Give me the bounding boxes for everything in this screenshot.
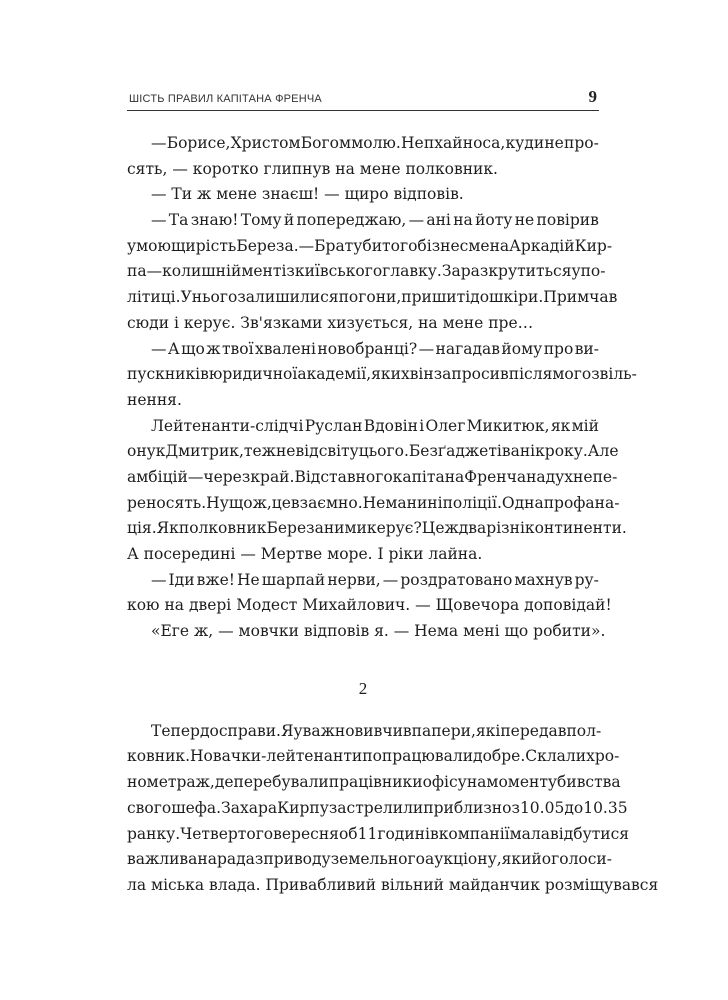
paragraph [127,719,659,899]
text-line: літиці. У нього залишилися погони, пришиті до шкіри. Примчав [127,288,618,307]
text-line: Лейтенанти-слідчі Руслан Вдовін і Олег Микитюк, як мій [151,416,599,435]
text-line: — Ти ж мене знаєш! — щиро відповів. [151,185,464,204]
paragraph [127,568,612,619]
text-line: амбіцій — через край. Відставного капітана Френча на дух не пе- [127,467,618,486]
text-line: реносять. Ну що ж, це взаємно. Нема нині поліції. Одна профана- [127,493,620,512]
page-body [127,131,659,899]
text-line: — Та знаю! Тому й попереджаю, — ані на йоту не повірив [151,211,599,230]
text-line: ранку. Четвертого вересня об 11 годині в компанії мала відбутися [127,824,630,843]
paragraph [127,414,627,568]
page-number: 9 [588,87,597,106]
section-number: 2 [358,678,368,698]
text-line: ція. Як полковник Береза ними керує? Це ж два різні континенти. [127,519,627,538]
paragraph [127,131,599,182]
text-line: онук Дмитрик, теж не від світу цього. Без ґаджетів ані кроку. Але [127,442,619,461]
paragraph [127,337,637,414]
text-line: сять, — коротко глипнув на мене полковник. [127,159,498,178]
text-line: Тепер до справи. Я уважно вивчив папери, які передав пол- [151,721,602,740]
text-line: А посередині — Мертве море. І ріки лайна. [127,545,483,563]
text-line: «Еге ж, — мовчки відповів я. — Нема мені що робити». [151,622,606,641]
paragraph [127,208,618,336]
text-block-after [127,719,659,899]
text-line: кою на двері Модест Михайлович. — Щовечора доповідай! [127,596,612,615]
text-line: важлива нарада з приводу земельного аукціону, який оголоси- [127,850,612,869]
page-header [127,84,599,111]
text-line: свого шефа. Захара Кирпу застрелили приблизно з 10.05 до 10.35 [127,798,628,817]
text-line: — А що ж твої хвалені новобранці? — нагадав йому про ви- [151,339,599,358]
text-line: пускників юридичної академії, яких він запросив після мого звіль- [127,365,637,384]
text-line: нометраж, де перебували працівники офісу на момент убивства [127,773,621,792]
text-line: — Борисе, Христом Богом молю. Не пхай носа, куди не про- [151,134,599,152]
paragraph [127,619,606,645]
paragraph [127,182,599,208]
running-title: ШІСТЬ ПРАВИЛ КАПІТАНА ФРЕНЧА [129,93,322,105]
text-line: па — колишній мент із київського главку. Зараз крутиться у по- [127,262,606,281]
text-line: сюди і керує. Зв'язками хизується, на мене пре… [127,313,534,332]
text-line: — Іди вже! Не шарпай нерви, — роздратовано махнув ру- [151,570,599,589]
text-block-before [127,131,637,645]
text-line: нення. [127,390,182,409]
text-line: у мою щирість Береза. — Брат убитого бізнесмена Аркадій Кир- [127,236,613,255]
text-line: ковник. Новачки-лейтенанти попрацювали добре. Склали хро- [127,747,620,766]
text-line: ла міська влада. Привабливий вільний майданчик розміщувався [127,875,659,894]
